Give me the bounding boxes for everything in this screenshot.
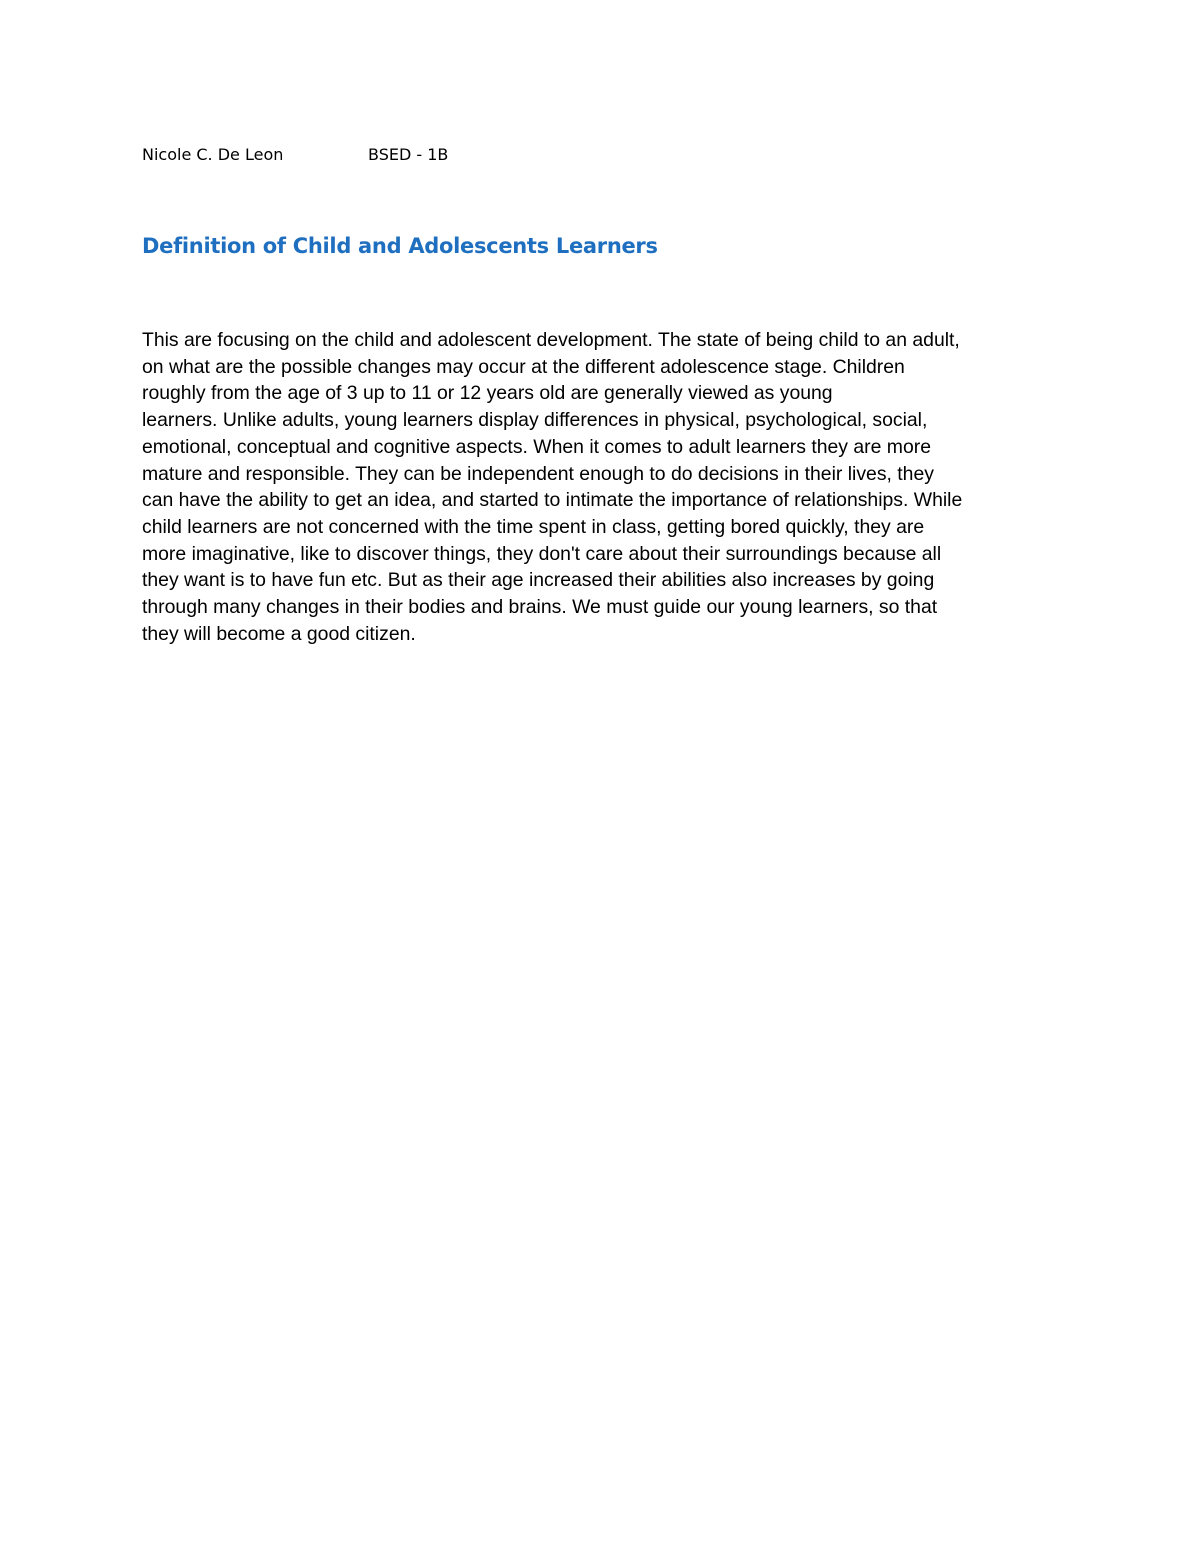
paragraph-line: mature and responsible. They can be independent enough to do decisions in their lives, they bbox=[142, 462, 934, 485]
author-name: Nicole C. De Leon bbox=[142, 145, 284, 164]
paragraph-line: roughly from the age of 3 up to 11 or 12 years old are generally viewed as young bbox=[142, 382, 833, 405]
paragraph-line: learners. Unlike adults, young learners display differences in physical, psychological, social, bbox=[142, 409, 928, 432]
body-paragraph bbox=[142, 327, 1072, 647]
paragraph-line: child learners are not concerned with the time spent in class, getting bored quickly, they are bbox=[142, 515, 925, 538]
paragraph-line: they want is to have fun etc. But as their age increased their abilities also increases by going bbox=[142, 569, 935, 592]
paragraph-line: This are focusing on the child and adolescent development. The state of being child to an adult, bbox=[142, 329, 960, 351]
paragraph-line: they will become a good citizen. bbox=[142, 622, 416, 645]
paragraph-line: emotional, conceptual and cognitive aspects. When it comes to adult learners they are more bbox=[142, 435, 931, 458]
paragraph-line: can have the ability to get an idea, and started to intimate the importance of relationships. While bbox=[142, 489, 963, 512]
course-section: BSED - 1B bbox=[368, 145, 449, 164]
paragraph-line: through many changes in their bodies and brains. We must guide our young learners, so that bbox=[142, 596, 938, 619]
author-header bbox=[142, 145, 448, 164]
paragraph-line: more imaginative, like to discover things, they don't care about their surroundings because all bbox=[142, 542, 942, 565]
paragraph-line: on what are the possible changes may occur at the different adolescence stage. Children bbox=[142, 355, 905, 378]
document-title: Definition of Child and Adolescents Learners bbox=[142, 234, 658, 258]
